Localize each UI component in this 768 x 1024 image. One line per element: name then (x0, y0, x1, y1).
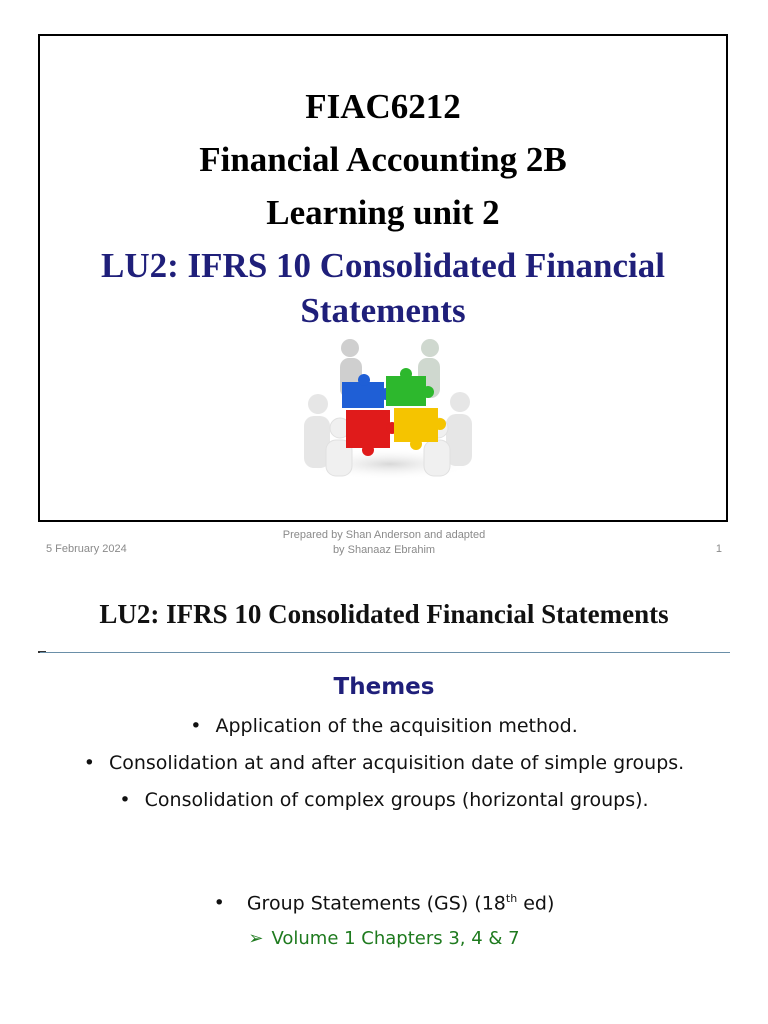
bullet-icon: • (83, 752, 95, 774)
bullet-icon: • (213, 892, 225, 915)
footer-date: 5 February 2024 (46, 543, 127, 555)
topic-line-1: LU2: IFRS 10 Consolidated Financial (101, 246, 665, 285)
puzzle-teamwork-illustration (298, 336, 478, 481)
arrow-bullet-icon: ➢ (248, 928, 264, 949)
footer-prepared-by (234, 528, 534, 558)
bullet-text: Application of the acquisition method. (215, 715, 578, 737)
bullet-text: Consolidation at and after acquisition date of simple groups. (108, 752, 685, 774)
footer-prepared-line-1: Prepared by Shan Anderson and adapted (282, 529, 486, 541)
bullet-text: Consolidation of complex groups (horizontal groups). (144, 789, 649, 811)
slide-footer (0, 526, 768, 562)
sub-item-text: Volume 1 Chapters 3, 4 & 7 (271, 928, 520, 949)
title-divider (40, 652, 730, 653)
reference-sub-item (0, 928, 768, 949)
footer-prepared-line-2: by Shanaaz Ebrahim (332, 544, 436, 556)
reference-superscript: th (505, 892, 518, 905)
themes-heading: Themes (333, 674, 435, 700)
title-block (40, 80, 726, 333)
bullet-icon: • (190, 715, 202, 737)
reference-suffix: ed) (517, 892, 555, 915)
learning-unit: Learning unit 2 (266, 193, 500, 232)
reference-item (0, 892, 768, 914)
title-slide (38, 34, 728, 522)
topic-line-2: Statements (300, 291, 466, 330)
page-number: 1 (715, 543, 722, 555)
slide2-title: LU2: IFRS 10 Consolidated Financial Statements (99, 599, 669, 629)
list-item (0, 789, 768, 811)
reference-prefix: Group Statements (GS) (18 (246, 892, 506, 915)
list-item (0, 715, 768, 737)
bullet-icon: • (119, 789, 131, 811)
list-item (0, 752, 768, 774)
course-name: Financial Accounting 2B (199, 140, 567, 179)
course-code: FIAC6212 (305, 87, 461, 126)
